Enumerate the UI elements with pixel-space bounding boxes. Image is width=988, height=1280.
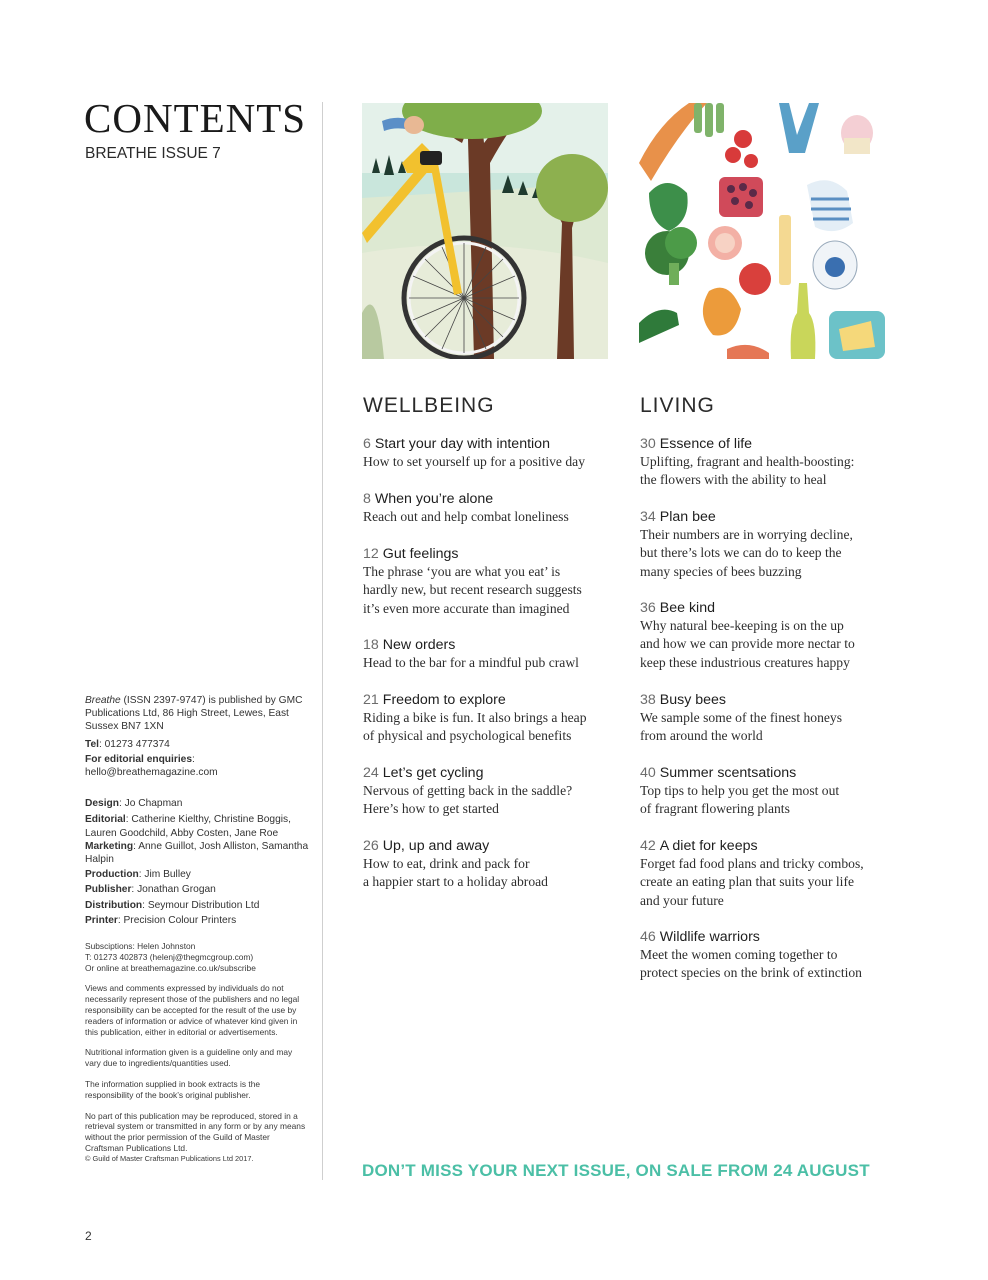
nutrition-disclaimer: Nutritional information given is a guideline only and may vary due to ingredients/quantities used. [85, 1047, 293, 1069]
credit-value: : Jim Bulley [138, 869, 191, 881]
entry-title: Plan bee [659, 509, 716, 525]
entry-description: Meet the women coming together to protect species on the brink of extinction [640, 947, 862, 981]
entry-description: How to eat, drink and pack for a happier start to a holiday abroad [363, 856, 548, 890]
credit-marketing [85, 840, 310, 866]
credit-label: Editorial [85, 814, 126, 826]
entry-description: Forget fad food plans and tricky combos, create an eating plan that suits your life and your future [640, 856, 864, 908]
credits-list [85, 797, 310, 927]
editorial-enquiries [85, 753, 310, 766]
credit-design [85, 797, 310, 810]
wellbeing-entry[interactable] [363, 764, 613, 819]
food-illustration [639, 103, 885, 359]
entry-description: Why natural bee-keeping is on the up and how we can provide more nectar to keep these industrious creatures happy [640, 618, 855, 670]
credit-value: : Jonathan Grogan [131, 884, 216, 896]
publisher-info [85, 694, 310, 734]
entry-title: A diet for keeps [659, 838, 758, 854]
editorial-separator: : [192, 753, 195, 765]
entry-page-number: 40 [640, 765, 656, 781]
wellbeing-entry[interactable] [363, 636, 613, 672]
credit-value: : Precision Colour Printers [117, 914, 237, 926]
wellbeing-entry[interactable] [363, 837, 613, 892]
credit-value: : Anne Guillot, Josh Alliston, Samantha Halpin [85, 840, 309, 866]
entry-page-number: 24 [363, 765, 379, 781]
credit-label: Design [85, 798, 119, 810]
entry-title: Summer scentsations [659, 765, 797, 781]
entry-description: How to set yourself up for a positive day [363, 454, 585, 469]
imprint-block [85, 694, 310, 1165]
tel-label: Tel [85, 738, 99, 750]
living-entry[interactable] [640, 928, 890, 983]
entry-description: Uplifting, fragrant and health-boosting: the flowers with the ability to heal [640, 454, 855, 488]
entry-description: Head to the bar for a mindful pub crawl [363, 655, 579, 670]
entry-page-number: 30 [640, 436, 656, 452]
credit-value: : Seymour Distribution Ltd [142, 899, 260, 911]
entry-page-number: 21 [363, 692, 379, 708]
entry-page-number: 6 [363, 436, 371, 452]
entry-title: Freedom to explore [382, 692, 506, 708]
entry-title: New orders [382, 637, 456, 653]
entry-description: Riding a bike is fun. It also brings a heap of physical and psychological benefits [363, 710, 587, 744]
tel-value: : 01273 477374 [98, 738, 170, 750]
credit-printer [85, 914, 310, 927]
wellbeing-entry[interactable] [363, 435, 613, 471]
credit-publisher [85, 883, 310, 896]
living-entry[interactable] [640, 764, 890, 819]
living-entry[interactable] [640, 837, 890, 910]
entry-page-number: 46 [640, 929, 656, 945]
wellbeing-entry[interactable] [363, 490, 613, 526]
telephone [85, 738, 310, 751]
entry-description: Nervous of getting back in the saddle? Here’s how to get started [363, 783, 573, 817]
entry-page-number: 42 [640, 838, 656, 854]
credit-value: : Jo Chapman [118, 798, 183, 810]
wellbeing-entry[interactable] [363, 691, 613, 746]
entry-title: When you’re alone [374, 491, 494, 507]
living-entry[interactable] [640, 599, 890, 672]
credit-label: Production [85, 869, 139, 881]
entry-title: Let’s get cycling [382, 765, 484, 781]
living-heading: LIVING [640, 394, 715, 417]
credit-label: Distribution [85, 899, 143, 911]
page-title: CONTENTS [84, 95, 307, 141]
issue-label: BREATHE ISSUE 7 [85, 145, 221, 162]
living-entry[interactable] [640, 435, 890, 490]
credit-distribution [85, 899, 310, 912]
entry-page-number: 38 [640, 692, 656, 708]
entry-title: Wildlife warriors [659, 929, 760, 945]
copyright-disclaimer: No part of this publication may be reproduced, stored in a retrieval system or transmitted in any form or by any means without the prior permission of the Guild of Master Craftsman Publications Ltd. [85, 1110, 306, 1153]
entry-title: Start your day with intention [374, 436, 550, 452]
editorial-label: For editorial enquiries [85, 753, 192, 765]
entry-page-number: 12 [363, 546, 379, 562]
page-number: 2 [85, 1229, 92, 1243]
living-entry[interactable] [640, 508, 890, 581]
credit-editorial [85, 813, 310, 839]
column-divider [322, 102, 323, 1180]
credit-label: Marketing [85, 840, 134, 852]
credit-label: Printer [85, 914, 118, 926]
entry-title: Busy bees [659, 692, 727, 708]
copyright-notice: © Guild of Master Craftsman Publications Ltd 2017. [85, 1153, 254, 1163]
next-issue-promo: DON’T MISS YOUR NEXT ISSUE, ON SALE FROM 24 AUGUST [362, 1161, 870, 1180]
entry-title: Gut feelings [382, 546, 459, 562]
extracts-disclaimer: The information supplied in book extracts is the responsibility of the book’s original publisher. [85, 1079, 261, 1100]
editorial-email[interactable]: hello@breathemagazine.com [85, 767, 218, 779]
credit-label: Publisher [85, 884, 132, 896]
entry-title: Up, up and away [382, 838, 490, 854]
views-disclaimer: Views and comments expressed by individuals do not necessarily represent those of the publishers and no legal responsibility can be accepted for the result of the use by readers of information or advice of whatever kind given in this publication, either in editorial or advertisements. [85, 983, 300, 1037]
entry-description: The phrase ‘you are what you eat’ is hardly new, but recent research suggests it’s even more accurate than imagined [363, 564, 582, 616]
entry-description: We sample some of the finest honeys from around the world [640, 710, 843, 744]
entry-page-number: 36 [640, 600, 656, 616]
entry-page-number: 34 [640, 509, 656, 525]
entry-page-number: 26 [363, 838, 379, 854]
entry-description: Reach out and help combat loneliness [363, 509, 569, 524]
entry-title: Essence of life [659, 436, 753, 452]
wellbeing-heading: WELLBEING [363, 394, 495, 417]
entry-title: Bee kind [659, 600, 715, 616]
entry-description: Their numbers are in worrying decline, but there’s lots we can do to keep the many species of bees buzzing [640, 527, 853, 579]
entry-page-number: 18 [363, 637, 379, 653]
entry-page-number: 8 [363, 491, 371, 507]
living-entry[interactable] [640, 691, 890, 746]
magazine-name: Breathe [85, 695, 121, 706]
wellbeing-entry[interactable] [363, 545, 613, 618]
publisher-details: (ISSN 2397-9747) is published by GMC Publications Ltd, 86 High Street, Lewes, East Sussex BN7 1XN [85, 695, 303, 733]
bicycle-illustration [362, 103, 608, 359]
subscriptions-info: Subsciptions: Helen Johnston T: 01273 402873 (helenj@thegmcgroup.com) Or online at breathemagazine.co.uk/subscribe [85, 941, 256, 973]
credit-production [85, 868, 310, 881]
credit-value: : Catherine Kielthy, Christine Boggis, Lauren Goodchild, Abby Costen, Jane Roe [85, 814, 291, 839]
entry-description: Top tips to help you get the most out of fragrant flowering plants [640, 783, 840, 817]
